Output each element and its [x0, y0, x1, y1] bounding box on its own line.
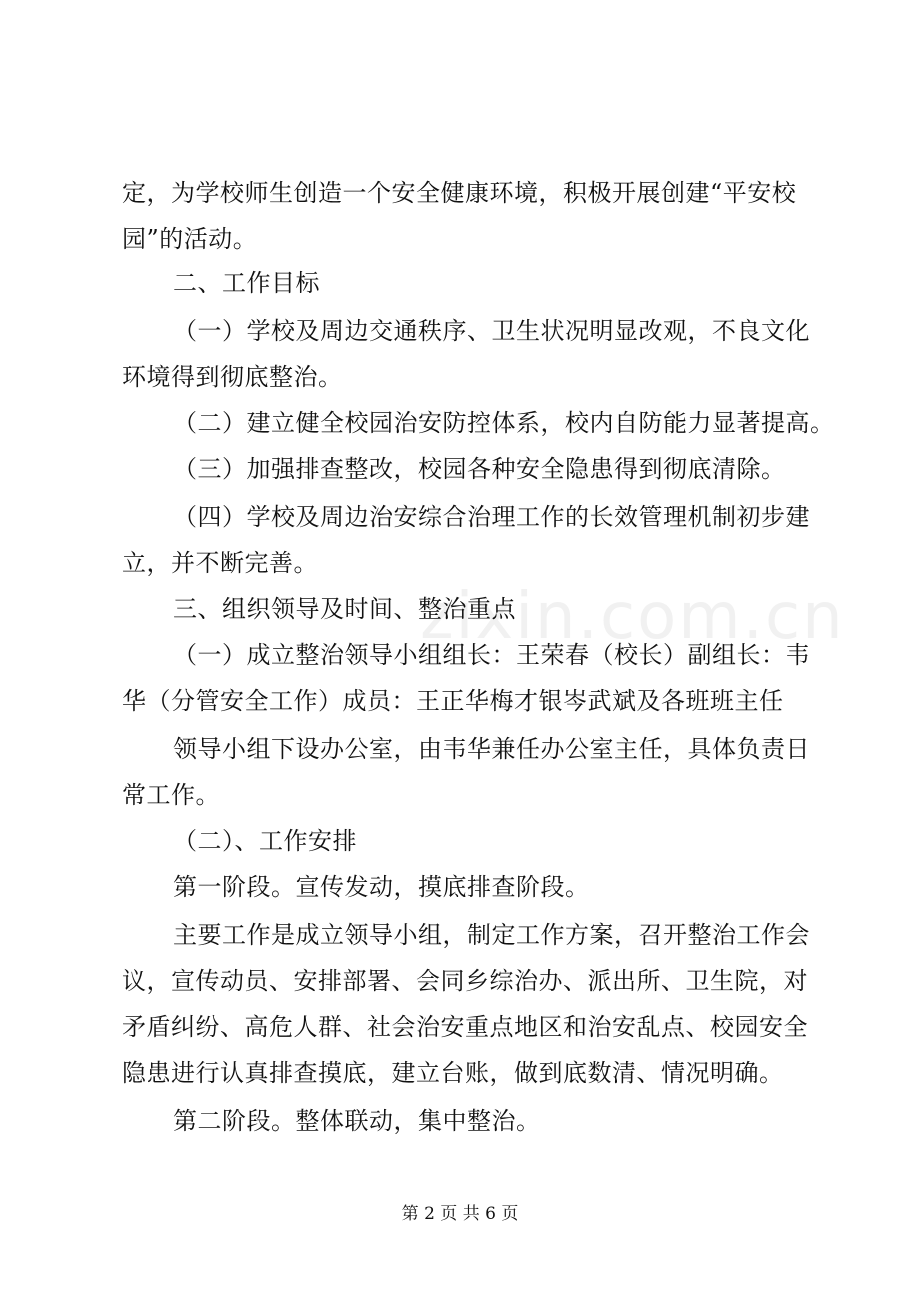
text-line: 矛盾纠纷、高危人群、社会治安重点地区和治安乱点、校园安全: [122, 1013, 808, 1041]
text-line: 园”的活动。: [122, 225, 258, 253]
text-line: （二）建立健全校园治安防控体系，校内自防能力显著提高。: [173, 409, 835, 437]
text-line: 华（分管安全工作）成员：王正华梅才银岑武斌及各班班主任: [122, 687, 784, 715]
text-line: （一）学校及周边交通秩序、卫生状况明显改观，不良文化: [173, 317, 810, 345]
text-line: 第一阶段。宣传发动，摸底排查阶段。: [173, 873, 590, 901]
page-footer: 第 2 页 共 6 页: [401, 1204, 519, 1224]
text-line: （一）成立整治领导小组组长：王荣春（校长）副组长：韦: [173, 641, 810, 669]
text-line: 领导小组下设办公室，由韦华兼任办公室主任，具体负责日: [173, 735, 810, 763]
text-line: （四）学校及周边治安综合治理工作的长效管理机制初步建: [173, 503, 810, 531]
text-line: 立，并不断完善。: [122, 549, 318, 577]
watermark: zixin.com.cn: [420, 580, 845, 654]
text-line: 隐患进行认真排查摸底，建立台账，做到底数清、情况明确。: [122, 1059, 784, 1087]
text-line: 主要工作是成立领导小组，制定工作方案，召开整治工作会: [173, 921, 810, 949]
text-line: （三）加强排查整改，校园各种安全隐患得到彻底清除。: [173, 455, 786, 483]
section-heading: 二、工作目标: [173, 269, 320, 297]
text-line: 议，宣传动员、安排部署、会同乡综治办、派出所、卫生院，对: [122, 967, 808, 995]
subsection-heading: （二）、工作安排: [173, 827, 357, 855]
text-line: 定，为学校师生创造一个安全健康环境，积极开展创建“平安校: [122, 179, 797, 207]
section-heading: 三、组织领导及时间、整治重点: [173, 595, 516, 623]
text-line: 第二阶段。整体联动，集中整治。: [173, 1107, 541, 1135]
text-line: 常工作。: [122, 781, 220, 809]
text-line: 环境得到彻底整治。: [122, 363, 343, 391]
